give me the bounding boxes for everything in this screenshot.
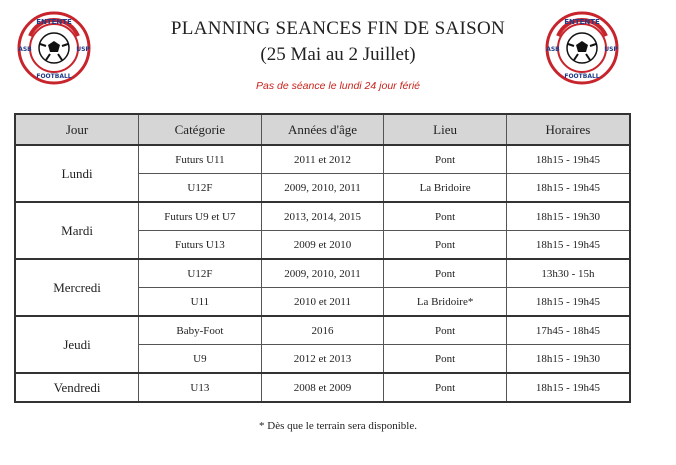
hours-cell: 18h15 - 19h30 [506,202,630,231]
logo-top-text: ENTENTE [36,18,72,26]
place-cell: Pont [384,316,507,345]
category-cell: Futurs U13 [139,231,262,260]
table-row [15,316,630,345]
footnote: * Dès que le terrain sera disponible. [259,420,417,432]
place-cell: Pont [384,231,507,260]
category-cell: Baby-Foot [139,316,262,345]
header-horaires: Horaires [506,114,630,145]
table-row [15,145,630,174]
day-cell: Vendredi [15,373,139,402]
category-cell: Futurs U9 et U7 [139,202,262,231]
header-categorie: Catégorie [139,114,262,145]
day-cell: Mercredi [15,259,139,316]
years-cell: 2016 [261,316,384,345]
logo-bottom-text: FOOTBALL [36,73,72,80]
years-cell: 2008 et 2009 [261,373,384,402]
place-cell: Pont [384,202,507,231]
place-cell: La Bridoire* [384,288,507,317]
category-cell: U13 [139,373,262,402]
hours-cell: 18h15 - 19h45 [506,288,630,317]
table-row [15,202,630,231]
category-cell: U12F [139,259,262,288]
logo-right-text: USP [604,46,618,53]
category-cell: U11 [139,288,262,317]
holiday-note: Pas de séance le lundi 24 jour férié [255,80,421,92]
logo-top-text: ENTENTE [564,18,600,26]
header-annees: Années d'âge [261,114,384,145]
table-row [15,373,630,402]
place-cell: La Bridoire [384,174,507,203]
place-cell: Pont [384,345,507,374]
category-cell: U9 [139,345,262,374]
hours-cell: 18h15 - 19h45 [506,231,630,260]
day-cell: Jeudi [15,316,139,373]
place-cell: Pont [384,259,507,288]
page-title: PLANNING SEANCES FIN DE SAISON [170,18,506,39]
hours-cell: 18h15 - 19h45 [506,174,630,203]
years-cell: 2010 et 2011 [261,288,384,317]
logo-left-text: ASB [18,46,32,53]
day-cell: Lundi [15,145,139,202]
logo-bottom-text: FOOTBALL [564,73,600,80]
logo-right-text: USP [76,46,90,53]
header-lieu: Lieu [384,114,507,145]
category-cell: U12F [139,174,262,203]
header-jour: Jour [15,114,139,145]
hours-cell: 18h15 - 19h45 [506,373,630,402]
hours-cell: 18h15 - 19h45 [506,145,630,174]
place-cell: Pont [384,145,507,174]
table-row [15,259,630,288]
hours-cell: 18h15 - 19h30 [506,345,630,374]
category-cell: Futurs U11 [139,145,262,174]
logo-left-text: ASB [546,46,560,53]
schedule-table [14,113,631,403]
place-cell: Pont [384,373,507,402]
years-cell: 2009 et 2010 [261,231,384,260]
hours-cell: 17h45 - 18h45 [506,316,630,345]
years-cell: 2009, 2010, 2011 [261,259,384,288]
page-subtitle: (25 Mai au 2 Juillet) [260,44,416,65]
years-cell: 2011 et 2012 [261,145,384,174]
years-cell: 2009, 2010, 2011 [261,174,384,203]
table-header-row [15,114,630,145]
day-cell: Mardi [15,202,139,259]
years-cell: 2012 et 2013 [261,345,384,374]
years-cell: 2013, 2014, 2015 [261,202,384,231]
hours-cell: 13h30 - 15h [506,259,630,288]
